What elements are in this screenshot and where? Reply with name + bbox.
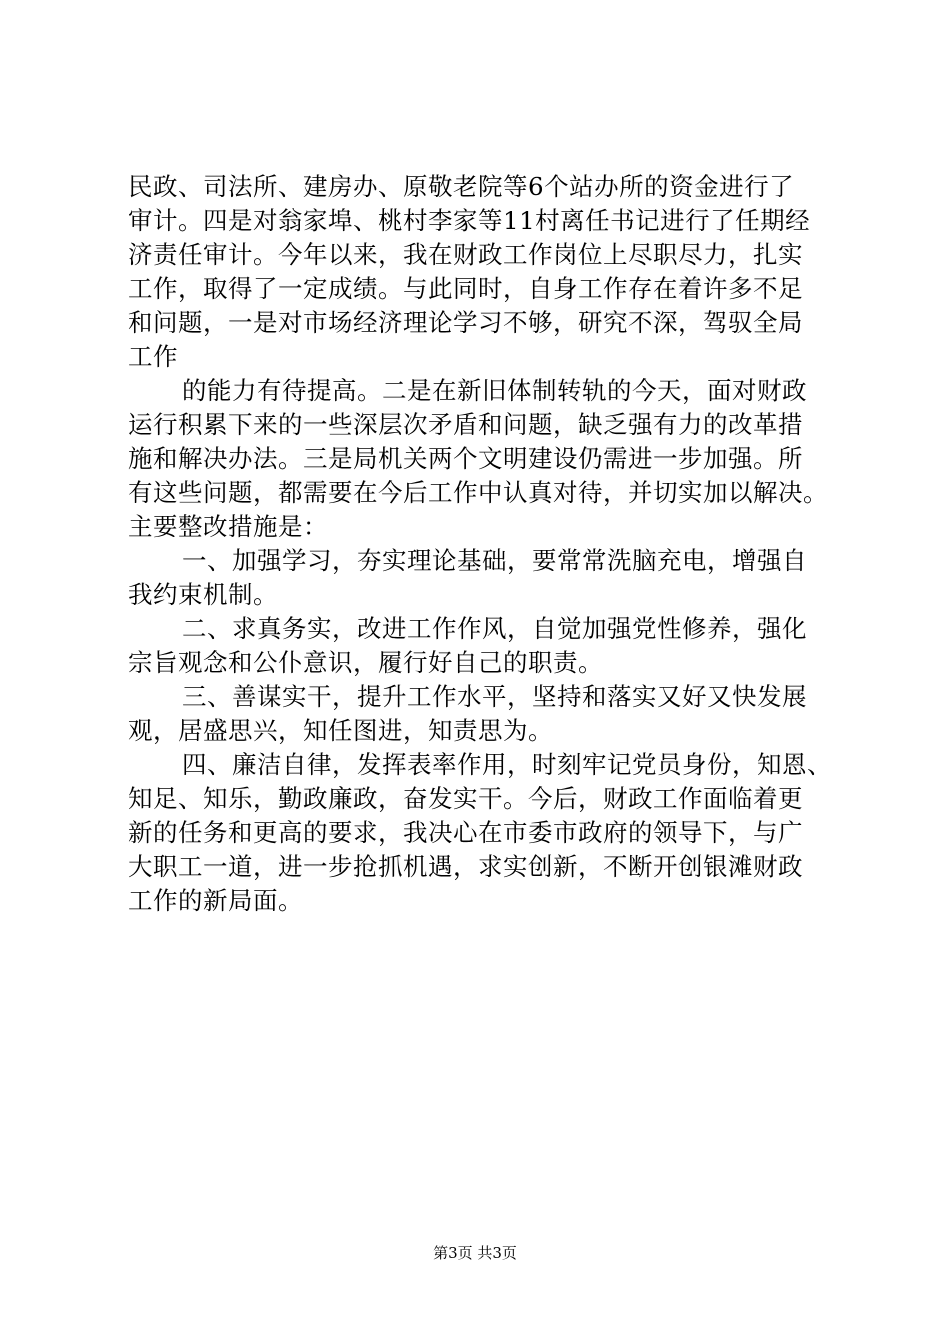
text-line: 工作的新局面。 <box>128 886 303 915</box>
text-line: 运行积累下来的一些深层次矛盾和问题，缺乏强有力的改革措 <box>128 410 803 439</box>
page-number: 第3页 共3页 <box>433 1244 517 1262</box>
text-line: 主要整改措施是： <box>128 512 328 541</box>
text-line: 观，居盛思兴，知任图进，知责思为。 <box>128 716 553 745</box>
text-line: 济责任审计。今年以来，我在财政工作岗位上尽职尽力，扎实 <box>128 240 803 269</box>
text-line: 施和解决办法。三是局机关两个文明建设仍需进一步加强。所 <box>128 444 803 473</box>
text-line: 民政、司法所、建房办、原敬老院等6个站办所的资金进行了 <box>128 172 795 201</box>
text-line: 和问题，一是对市场经济理论学习不够，研究不深，驾驭全局 <box>128 308 803 337</box>
text-line: 四、廉洁自律，发挥表率作用，时刻牢记党员身份，知恩、 <box>182 750 832 779</box>
text-line: 三、善谋实干，提升工作水平，坚持和落实又好又快发展 <box>182 682 807 711</box>
text-line: 宗旨观念和公仆意识，履行好自己的职责。 <box>128 648 603 677</box>
text-line: 工作，取得了一定成绩。与此同时，自身工作存在着许多不足 <box>128 274 803 303</box>
text-line: 大职工一道，进一步抢抓机遇，求实创新，不断开创银滩财政 <box>128 852 803 881</box>
text-line: 一、加强学习，夯实理论基础，要常常洗脑充电，增强自 <box>182 546 807 575</box>
document-body <box>128 170 840 918</box>
text-line: 的能力有待提高。二是在新旧体制转轨的今天，面对财政 <box>182 376 807 405</box>
text-line: 有这些问题，都需要在今后工作中认真对待，并切实加以解决。 <box>128 478 828 507</box>
text-line: 新的任务和更高的要求，我决心在市委市政府的领导下，与广 <box>128 818 803 847</box>
text-line: 我约束机制。 <box>128 580 278 609</box>
text-line: 二、求真务实，改进工作作风，自觉加强党性修养，强化 <box>182 614 807 643</box>
text-line: 审计。四是对翁家埠、桃村李家等11村离任书记进行了任期经 <box>128 206 811 235</box>
text-line: 工作 <box>128 342 178 371</box>
page-footer <box>0 1243 950 1263</box>
text-line: 知足、知乐，勤政廉政，奋发实干。今后，财政工作面临着更 <box>128 784 803 813</box>
